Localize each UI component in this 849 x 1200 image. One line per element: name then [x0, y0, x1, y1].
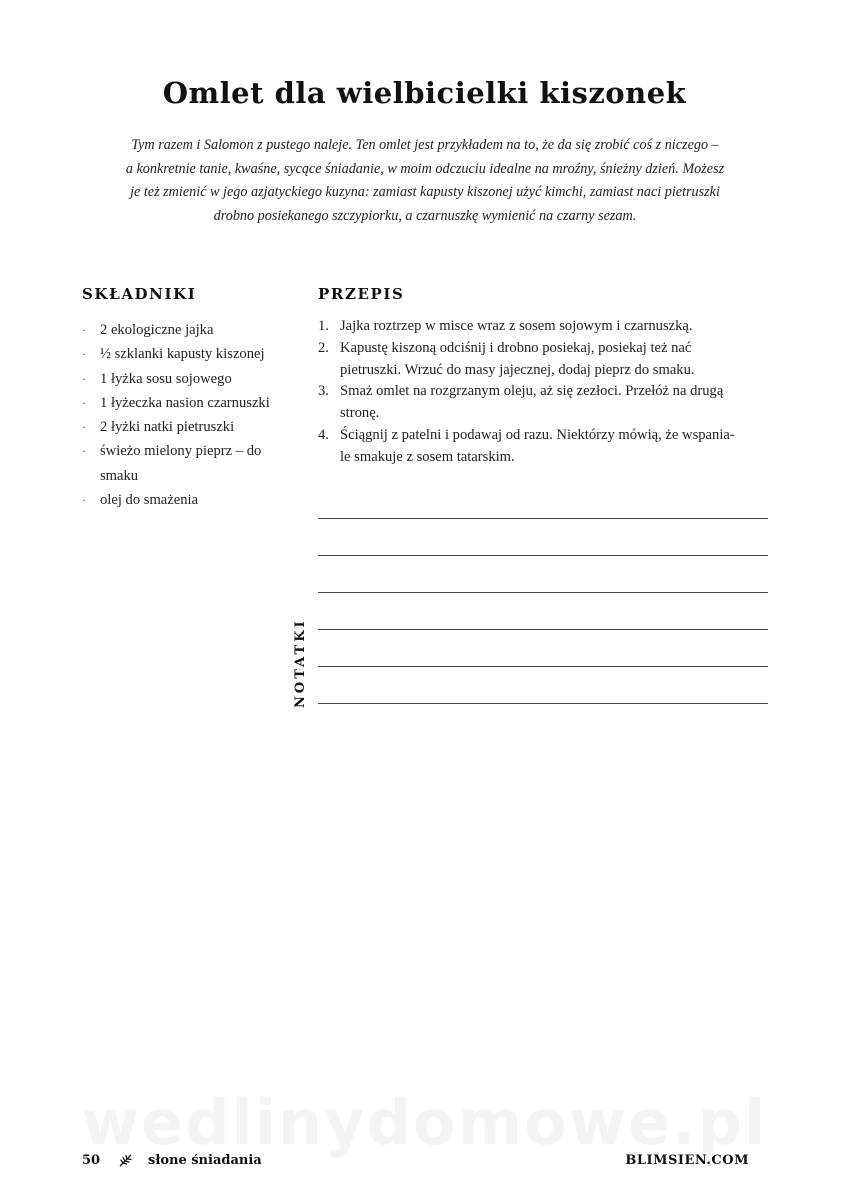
bullet-icon: ·: [82, 323, 86, 337]
ingredient-text: 2 ekologiczne jajka: [100, 322, 214, 338]
ingredients-list: [82, 318, 297, 512]
intro-line: Tym razem i Salomon z pustego naleje. Ten omlet jest przykładem na to, że da się zrobić coś z niczego –: [131, 137, 719, 153]
ingredient-item: [82, 318, 297, 342]
notes-label: NOTATKI: [293, 618, 308, 708]
recipe-step: [318, 316, 770, 338]
ingredient-text: ½ szklanki kapusty kiszonej: [100, 346, 265, 363]
ingredient-text: olej do smażenia: [100, 492, 199, 509]
step-text: Jajka roztrzep w misce wraz z sosem sojowym i czarnuszką.: [340, 318, 693, 334]
bullet-icon: ·: [82, 371, 86, 386]
bullet-icon: ·: [82, 395, 86, 410]
intro-line: drobno posiekanego szczypiorku, a czarnuszkę wymienić na czarny sezam.: [213, 207, 637, 224]
recipe-heading: PRZEPIS: [318, 285, 405, 303]
step-number: 1.: [318, 318, 329, 334]
step-text: stronę.: [340, 405, 380, 422]
ingredient-item: [82, 342, 297, 366]
recipe-title: Omlet dla wielbicielki kiszonek: [162, 76, 687, 110]
ingredient-text: 2 łyżki natki pietruszki: [100, 419, 235, 436]
ingredient-item: [82, 488, 297, 512]
watermark: [0, 1086, 849, 1159]
step-text: pietruszki. Wrzuć do masy jajecznej, dodaj pieprz do smaku.: [340, 361, 695, 378]
bullet-icon: ·: [82, 444, 86, 459]
step-number: 2.: [318, 339, 329, 356]
intro-line: a konkretnie tanie, kwaśne, sycące śniadanie, w moim odczuciu idealne na mroźny, śnieżny dzień. Możesz: [125, 160, 725, 177]
ingredient-item: [82, 391, 297, 415]
ingredient-text: świeżo mielony pieprz – do smaku: [100, 443, 262, 484]
page-footer: [82, 1153, 749, 1173]
ingredient-item: [82, 439, 297, 488]
bullet-icon: ·: [82, 347, 86, 362]
note-line[interactable]: [318, 703, 768, 704]
recipe-intro: [95, 134, 755, 228]
note-line[interactable]: [318, 666, 768, 667]
recipe-step: [318, 338, 770, 382]
ingredient-text: 1 łyżeczka nasion czarnuszki: [100, 394, 270, 411]
step-text: le smakuje z sosem tatarskim.: [340, 448, 515, 465]
step-text: Ściągnij z patelni i podawaj od razu. Niektórzy mówią, że wspania-: [340, 426, 735, 443]
recipe-steps: [318, 316, 770, 469]
recipe-step: [318, 425, 770, 469]
step-number: 4.: [318, 426, 329, 443]
recipe-step: [318, 381, 770, 425]
step-number: 3.: [318, 383, 329, 400]
step-text: Smaż omlet na rozgrzanym oleju, aż się zezłoci. Przełóż na drugą: [340, 383, 724, 400]
ingredients-heading: SKŁADNIKI: [82, 285, 197, 303]
note-line[interactable]: [318, 518, 768, 519]
leaf-icon: [118, 1152, 134, 1168]
site-link[interactable]: BLIMSIEN.COM: [625, 1153, 749, 1168]
bullet-icon: ·: [82, 493, 86, 508]
ingredient-item: [82, 415, 297, 439]
note-line[interactable]: [318, 555, 768, 556]
ingredient-text: 1 łyżka sosu sojowego: [100, 370, 232, 387]
bullet-icon: ·: [82, 420, 86, 435]
intro-line: je też zmienić w jego azjatyckiego kuzyna: zamiast kapusty kiszonej użyć kimchi, zamiast naci pietruszki: [130, 184, 720, 200]
step-text: Kapustę kiszoną odciśnij i drobno posiekaj, posiekaj też nać: [340, 339, 692, 356]
note-line[interactable]: [318, 592, 768, 593]
note-line[interactable]: [318, 629, 768, 630]
section-name: słone śniadania: [148, 1153, 262, 1168]
ingredient-item: [82, 367, 297, 391]
page-number: 50: [82, 1153, 101, 1168]
